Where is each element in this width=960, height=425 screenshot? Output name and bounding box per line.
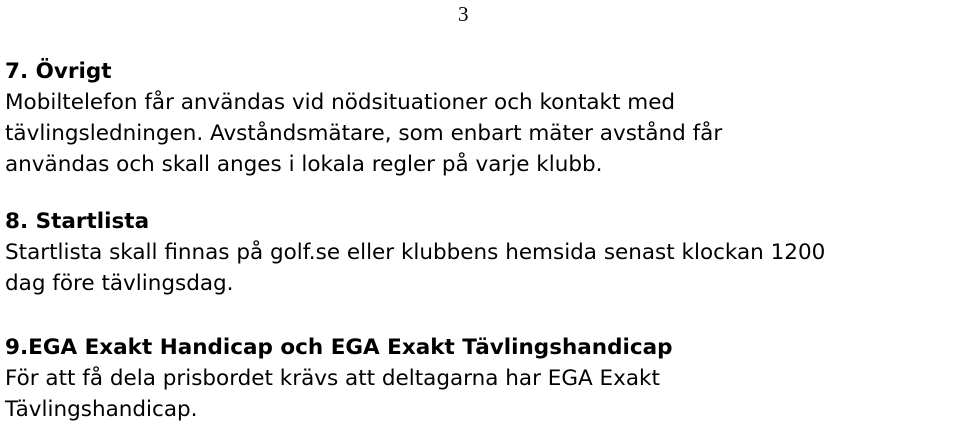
section-ovrigt: [5, 56, 960, 180]
paragraph-line: användas och skall anges i lokala regler på varje klubb.: [5, 152, 603, 177]
section-heading: 7. Övrigt: [5, 59, 112, 84]
page-number: 3: [458, 2, 469, 26]
section-heading: 8. Startlista: [5, 209, 150, 234]
paragraph-line: För att få dela prisbordet krävs att deltagarna har EGA Exakt: [5, 366, 660, 391]
section-startlista: [5, 206, 960, 299]
section-heading: 9.EGA Exakt Handicap och EGA Exakt Tävlingshandicap: [5, 335, 673, 360]
paragraph-line: Tävlingshandicap.: [5, 397, 198, 422]
paragraph-line: dag före tävlingsdag.: [5, 271, 234, 296]
paragraph-line: Startlista skall finnas på golf.se eller klubbens hemsida senast klockan 1200: [5, 240, 826, 265]
paragraph-line: tävlingsledningen. Avståndsmätare, som enbart mäter avstånd får: [5, 121, 723, 146]
paragraph-line: Mobiltelefon får användas vid nödsituationer och kontakt med: [5, 90, 676, 115]
section-ega-handicap: [5, 332, 960, 425]
